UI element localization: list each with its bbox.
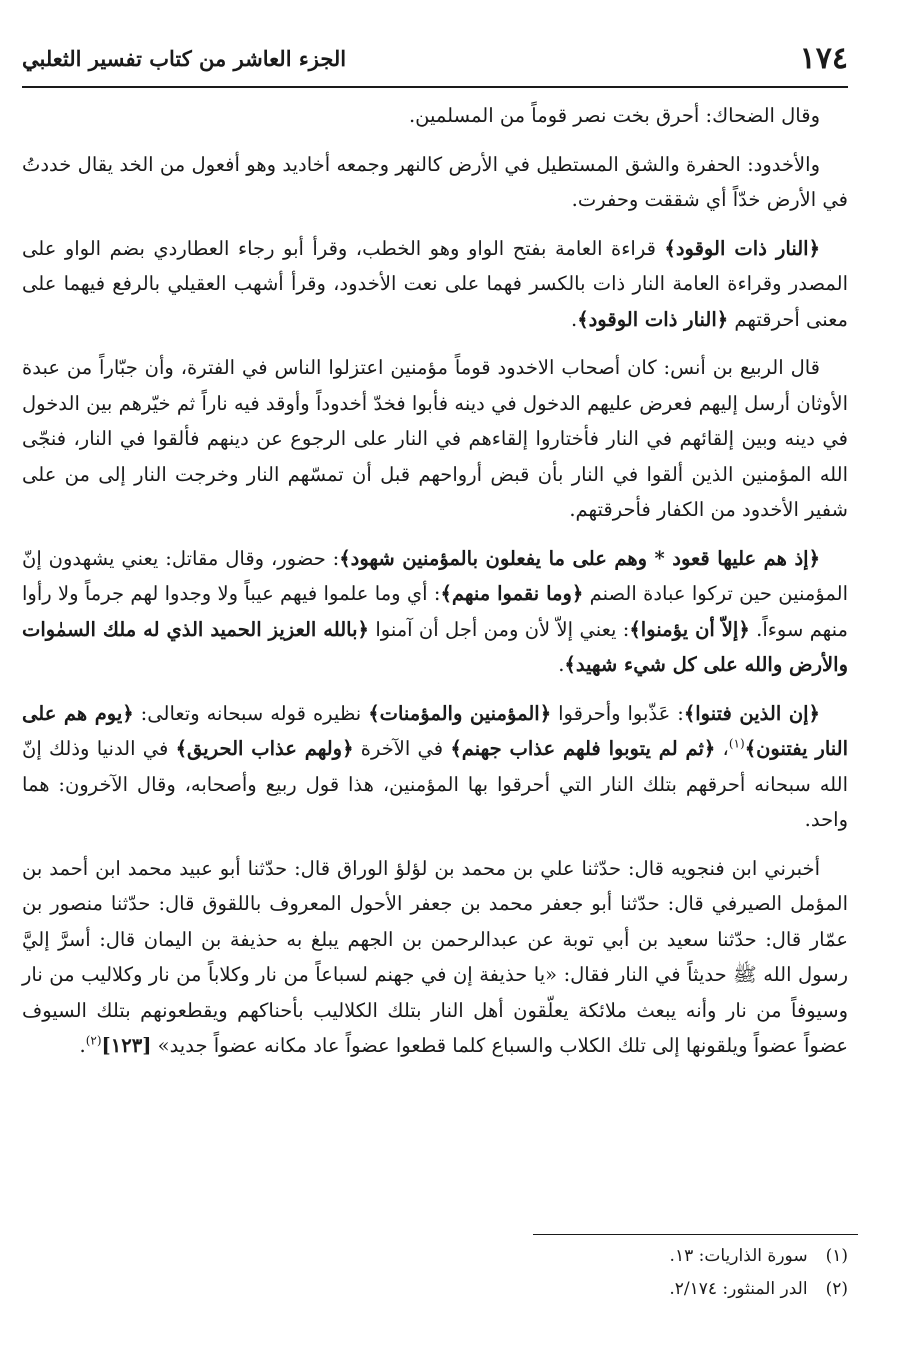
paragraph	[22, 851, 848, 1064]
page-header	[22, 30, 848, 88]
text-run: في الآخرة	[353, 737, 451, 760]
quran-quote: ﴿ولهم عذاب الحريق﴾	[175, 737, 354, 760]
text-run: في الدنيا وذلك إنّ الله سبحانه أحرقهم بتلك النار التي أحرقوا بها المؤمنين، هذا قول ربيع وأصحابه، وقال الآخرون: هما واحد.	[22, 737, 848, 831]
quran-quote: ﴿إلاّ أن يؤمنوا﴾	[629, 617, 750, 641]
footnote-number: (١)	[825, 1246, 848, 1266]
text-run: قال الربيع بن أنس: كان أصحاب الاخدود قوماً مؤمنين اعتزلوا الناس في الفترة، وأن جبّاراً من عبدة الأوثان أرسل إليهم فعرض عليهم الدخول في دينه فأبوا فخدّ أخدوداً وأوقد فيه ناراً ثم خيّرهم بين الدخول في دينه وبين إلقائهم في النار فأختاروا إلقاءهم في النار على الرجوع عن دينهم فألقوا في النار، فنجّى الله المؤمنين الذين ألقوا في النار بأن قبض أرواحهم قبل أن تمسّهم النار وخرجت النار إلى من على شفير الأخدود من الكفار فأحرقتهم.	[22, 356, 848, 521]
page-number: ١٧٤	[799, 40, 848, 76]
text-run: والأخدود: الحفرة والشق المستطيل في الأرض كالنهر وجمعه أخاديد وهو أفعول من الخد يقال خددتُ في الأرض خدّاً أي شققت وحفرت.	[22, 152, 848, 211]
body-text	[22, 98, 848, 1077]
text-run: .	[558, 653, 565, 676]
footnote	[22, 1273, 848, 1306]
text-run: .	[79, 1034, 86, 1057]
text-run: وقال الضحاك: أحرق بخت نصر قوماً من المسلمين.	[408, 104, 820, 127]
text-run: قراءة العامة بفتح الواو وهو الخطب، وقرأ أبو رجاء العطاردي بضم الواو على المصدر وقراءة العامة النار ذات بالكسر فهما على نعت الأخدود، وقرأ أشهب العقيلي بالرفع فيهما على معنى أحرقتهم	[22, 236, 848, 331]
text-run: .	[570, 307, 578, 331]
quran-quote: ﴿إن الذين فتنوا﴾	[683, 701, 820, 725]
footnotes	[22, 1240, 848, 1306]
footnote-ref: (٢)	[85, 1033, 102, 1048]
paragraph	[22, 98, 848, 134]
paragraph	[22, 350, 848, 528]
paragraph	[22, 147, 848, 218]
quran-quote: ﴿يوم هم على النار يفتنون﴾	[22, 701, 849, 760]
paragraph	[22, 696, 848, 838]
quran-quote: [١٢٣]	[101, 1034, 152, 1057]
footnote-ref: (١)	[728, 736, 745, 751]
footnote-text: الدر المنثور: ٢/١٧٤.	[669, 1279, 808, 1299]
text-run: : حضور، وقال مقاتل: يعني يشهدون إنّ المؤمنين حين تركوا عبادة الصنم	[22, 546, 848, 605]
quran-quote: ﴿ثم لم يتوبوا فلهم عذاب جهنم﴾	[450, 737, 716, 760]
text-run: نظيره قوله سبحانه وتعالى:	[133, 701, 369, 725]
quran-quote: ﴿النار ذات الوقود﴾	[664, 236, 820, 260]
footnote-text: سورة الذاريات: ١٣.	[669, 1246, 808, 1266]
footnote	[22, 1240, 848, 1273]
paragraph	[22, 231, 848, 338]
quran-quote: ﴿بالله العزيز الحميد الذي له ملك السمٰوات والأرض والله على كل شيء شهيد﴾	[22, 617, 848, 676]
running-title: الجزء العاشر من كتاب تفسير الثعلبي	[22, 45, 347, 71]
text-run: : يعني إلاّ لأن ومن أجل أن آمنوا	[368, 617, 630, 641]
text-run: : عَذّبوا وأحرقوا	[551, 701, 684, 725]
paragraph	[22, 541, 848, 683]
footnote-number: (٢)	[825, 1279, 848, 1299]
footnote-divider	[533, 1234, 858, 1235]
quran-quote: ﴿النار ذات الوقود﴾	[577, 307, 729, 331]
quran-quote: ﴿المؤمنين والمؤمنات﴾	[368, 701, 552, 725]
text-run: ،	[715, 737, 729, 760]
text-run: أخبرني ابن فنجويه قال: حدّثنا علي بن محمد بن لؤلؤ الوراق قال: حدّثنا أبو عبيد محمد ابن أحمد بن المؤمل الصيرفي قال: حدّثنا أبو جعفر محمد بن جعفر الأحول المعروف باللقوق قال: حدّثنا منصور بن عمّار قال: حدّثنا سعيد بن أبي توبة عن عبدالرحمن بن الجهم يبلغ به حذيفة بن اليمان قال: أسرَّ إليَّ رسول الله ﷺ حديثاً في النار فقال: «يا حذيفة إن في جهنم لسباعاً من نار وكلاباً من نار وكلاليب من نار وسيوفاً من نار وأنه يبعث ملائكة يعلّقون أهل النار بتلك الكلاليب بأحناكهم ويقطعونهم بتلك السيوف عضواً عضواً ويلقونها إلى تلك الكلاب والسباع كلما قطعوا عضواً عاد مكانه عضواً جديد»	[22, 856, 848, 1057]
quran-quote: ﴿وما نقموا منهم﴾	[440, 582, 584, 605]
quran-quote: ﴿إذ هم عليها قعود * وهم على ما يفعلون بالمؤمنين شهود﴾	[339, 546, 820, 570]
text-run: : أي وما علموا فيهم عيباً ولا وجدوا لهم جرماً ولا رأوا منهم سوءاً.	[22, 582, 849, 641]
